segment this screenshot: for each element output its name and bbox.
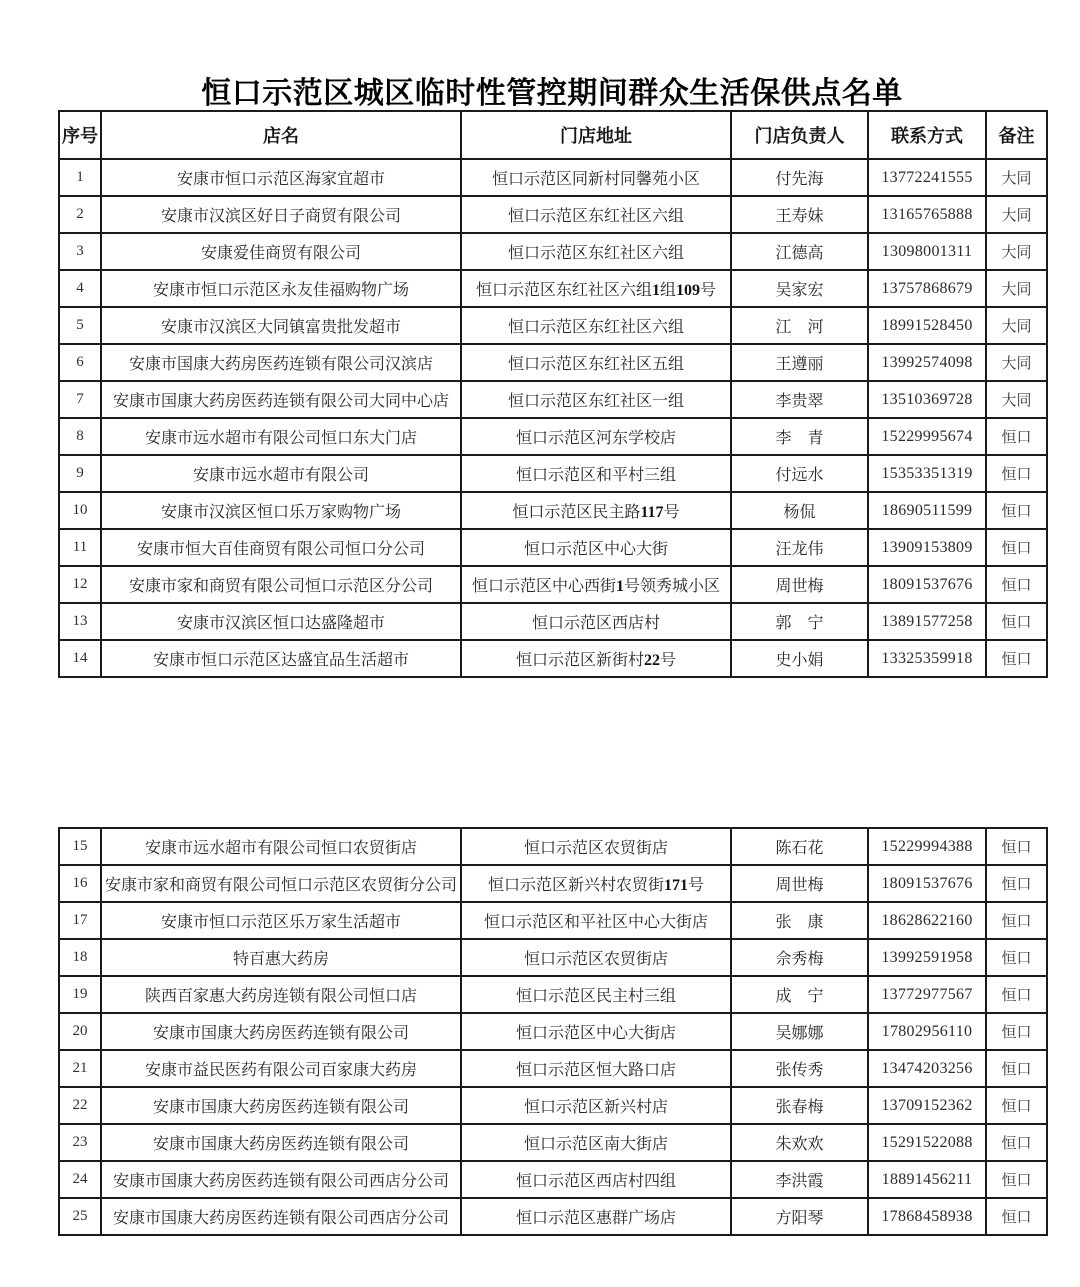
cell-remark: 恒口 bbox=[986, 865, 1047, 902]
cell-manager: 史小娟 bbox=[731, 640, 868, 677]
cell-index: 25 bbox=[59, 1198, 101, 1235]
cell-index: 14 bbox=[59, 640, 101, 677]
cell-store-name: 安康市国康大药房医药连锁有限公司汉滨店 bbox=[101, 344, 461, 381]
cell-manager: 李洪霞 bbox=[731, 1161, 868, 1198]
cell-phone: 13992591958 bbox=[868, 939, 986, 976]
table-row bbox=[59, 1087, 1047, 1124]
cell-address: 恒口示范区新兴村店 bbox=[461, 1087, 731, 1124]
cell-phone: 18091537676 bbox=[868, 566, 986, 603]
cell-manager: 张春梅 bbox=[731, 1087, 868, 1124]
cell-store-name: 陕西百家惠大药房连锁有限公司恒口店 bbox=[101, 976, 461, 1013]
cell-manager: 王寿妹 bbox=[731, 196, 868, 233]
cell-manager: 汪龙伟 bbox=[731, 529, 868, 566]
cell-manager: 佘秀梅 bbox=[731, 939, 868, 976]
cell-manager: 朱欢欢 bbox=[731, 1124, 868, 1161]
cell-manager: 吴娜娜 bbox=[731, 1013, 868, 1050]
cell-manager: 郭 宁 bbox=[731, 603, 868, 640]
cell-phone: 13510369728 bbox=[868, 381, 986, 418]
cell-index: 16 bbox=[59, 865, 101, 902]
cell-address: 恒口示范区东红社区六组 bbox=[461, 233, 731, 270]
cell-address: 恒口示范区惠群广场店 bbox=[461, 1198, 731, 1235]
cell-phone: 13474203256 bbox=[868, 1050, 986, 1087]
cell-index: 10 bbox=[59, 492, 101, 529]
cell-phone: 15229995674 bbox=[868, 418, 986, 455]
cell-address: 恒口示范区新街村22号 bbox=[461, 640, 731, 677]
cell-store-name: 安康市国康大药房医药连锁有限公司 bbox=[101, 1087, 461, 1124]
cell-address: 恒口示范区东红社区六组 bbox=[461, 196, 731, 233]
cell-address: 恒口示范区农贸街店 bbox=[461, 939, 731, 976]
cell-address: 恒口示范区同新村同馨苑小区 bbox=[461, 159, 731, 196]
cell-index: 17 bbox=[59, 902, 101, 939]
cell-phone: 13325359918 bbox=[868, 640, 986, 677]
cell-remark: 恒口 bbox=[986, 529, 1047, 566]
cell-store-name: 安康市恒口示范区达盛宜品生活超市 bbox=[101, 640, 461, 677]
cell-store-name: 安康爱佳商贸有限公司 bbox=[101, 233, 461, 270]
cell-address: 恒口示范区南大街店 bbox=[461, 1124, 731, 1161]
table-row bbox=[59, 976, 1047, 1013]
cell-phone: 18091537676 bbox=[868, 865, 986, 902]
cell-remark: 大同 bbox=[986, 307, 1047, 344]
cell-store-name: 安康市汉滨区恒口乐万家购物广场 bbox=[101, 492, 461, 529]
cell-address: 恒口示范区中心西街1号领秀城小区 bbox=[461, 566, 731, 603]
table-header-row bbox=[59, 111, 1047, 159]
cell-address: 恒口示范区民主路117号 bbox=[461, 492, 731, 529]
cell-remark: 恒口 bbox=[986, 1050, 1047, 1087]
cell-address: 恒口示范区中心大街店 bbox=[461, 1013, 731, 1050]
cell-address: 恒口示范区中心大街 bbox=[461, 529, 731, 566]
table-row bbox=[59, 233, 1047, 270]
cell-phone: 13098001311 bbox=[868, 233, 986, 270]
cell-phone: 18628622160 bbox=[868, 902, 986, 939]
cell-remark: 恒口 bbox=[986, 566, 1047, 603]
cell-store-name: 安康市家和商贸有限公司恒口示范区分公司 bbox=[101, 566, 461, 603]
cell-address: 恒口示范区河东学校店 bbox=[461, 418, 731, 455]
cell-remark: 恒口 bbox=[986, 1161, 1047, 1198]
cell-phone: 13757868679 bbox=[868, 270, 986, 307]
cell-index: 12 bbox=[59, 566, 101, 603]
cell-phone: 15291522088 bbox=[868, 1124, 986, 1161]
cell-manager: 付远水 bbox=[731, 455, 868, 492]
cell-remark: 大同 bbox=[986, 233, 1047, 270]
cell-remark: 恒口 bbox=[986, 455, 1047, 492]
cell-manager: 江德高 bbox=[731, 233, 868, 270]
cell-index: 8 bbox=[59, 418, 101, 455]
cell-manager: 张 康 bbox=[731, 902, 868, 939]
cell-manager: 李 青 bbox=[731, 418, 868, 455]
cell-index: 22 bbox=[59, 1087, 101, 1124]
cell-address: 恒口示范区民主村三组 bbox=[461, 976, 731, 1013]
supply-points-table-page-2 bbox=[58, 827, 1048, 1236]
cell-address: 恒口示范区东红社区六组1组109号 bbox=[461, 270, 731, 307]
cell-manager: 李贵翠 bbox=[731, 381, 868, 418]
cell-phone: 13891577258 bbox=[868, 603, 986, 640]
cell-address: 恒口示范区东红社区一组 bbox=[461, 381, 731, 418]
table-row bbox=[59, 640, 1047, 677]
cell-address: 恒口示范区东红社区六组 bbox=[461, 307, 731, 344]
cell-index: 3 bbox=[59, 233, 101, 270]
table-row bbox=[59, 1161, 1047, 1198]
cell-index: 20 bbox=[59, 1013, 101, 1050]
table-row bbox=[59, 939, 1047, 976]
cell-manager: 周世梅 bbox=[731, 865, 868, 902]
cell-remark: 恒口 bbox=[986, 1198, 1047, 1235]
cell-store-name: 安康市汉滨区好日子商贸有限公司 bbox=[101, 196, 461, 233]
cell-phone: 18991528450 bbox=[868, 307, 986, 344]
table-row bbox=[59, 344, 1047, 381]
table-row bbox=[59, 1124, 1047, 1161]
cell-remark: 恒口 bbox=[986, 902, 1047, 939]
cell-remark: 恒口 bbox=[986, 1124, 1047, 1161]
cell-remark: 恒口 bbox=[986, 939, 1047, 976]
table-row bbox=[59, 307, 1047, 344]
cell-index: 2 bbox=[59, 196, 101, 233]
cell-remark: 大同 bbox=[986, 159, 1047, 196]
cell-address: 恒口示范区东红社区五组 bbox=[461, 344, 731, 381]
table-row bbox=[59, 159, 1047, 196]
cell-store-name: 安康市益民医药有限公司百家康大药房 bbox=[101, 1050, 461, 1087]
cell-phone: 13772977567 bbox=[868, 976, 986, 1013]
cell-store-name: 安康市恒口示范区海家宜超市 bbox=[101, 159, 461, 196]
cell-remark: 恒口 bbox=[986, 640, 1047, 677]
cell-remark: 恒口 bbox=[986, 603, 1047, 640]
cell-index: 11 bbox=[59, 529, 101, 566]
cell-remark: 大同 bbox=[986, 196, 1047, 233]
cell-store-name: 安康市国康大药房医药连锁有限公司西店分公司 bbox=[101, 1198, 461, 1235]
cell-manager: 吴家宏 bbox=[731, 270, 868, 307]
cell-remark: 恒口 bbox=[986, 1013, 1047, 1050]
col-header-index: 序号 bbox=[59, 111, 101, 159]
col-header-remark: 备注 bbox=[986, 111, 1047, 159]
cell-manager: 张传秀 bbox=[731, 1050, 868, 1087]
cell-store-name: 安康市国康大药房医药连锁有限公司大同中心店 bbox=[101, 381, 461, 418]
cell-phone: 13909153809 bbox=[868, 529, 986, 566]
cell-store-name: 安康市恒口示范区乐万家生活超市 bbox=[101, 902, 461, 939]
cell-remark: 大同 bbox=[986, 344, 1047, 381]
cell-store-name: 安康市远水超市有限公司 bbox=[101, 455, 461, 492]
cell-index: 9 bbox=[59, 455, 101, 492]
page-title: 恒口示范区城区临时性管控期间群众生活保供点名单 bbox=[201, 77, 903, 110]
cell-store-name: 特百惠大药房 bbox=[101, 939, 461, 976]
cell-address: 恒口示范区和平村三组 bbox=[461, 455, 731, 492]
cell-remark: 恒口 bbox=[986, 418, 1047, 455]
cell-index: 19 bbox=[59, 976, 101, 1013]
cell-address: 恒口示范区西店村四组 bbox=[461, 1161, 731, 1198]
table-row bbox=[59, 1013, 1047, 1050]
cell-phone: 18690511599 bbox=[868, 492, 986, 529]
table-row bbox=[59, 603, 1047, 640]
cell-index: 4 bbox=[59, 270, 101, 307]
table-row bbox=[59, 828, 1047, 865]
col-header-phone: 联系方式 bbox=[868, 111, 986, 159]
cell-manager: 王遵丽 bbox=[731, 344, 868, 381]
cell-index: 6 bbox=[59, 344, 101, 381]
cell-store-name: 安康市远水超市有限公司恒口东大门店 bbox=[101, 418, 461, 455]
cell-index: 7 bbox=[59, 381, 101, 418]
supply-points-table-page-1 bbox=[58, 110, 1048, 678]
cell-manager: 方阳琴 bbox=[731, 1198, 868, 1235]
cell-address: 恒口示范区新兴村农贸街171号 bbox=[461, 865, 731, 902]
cell-manager: 成 宁 bbox=[731, 976, 868, 1013]
cell-remark: 恒口 bbox=[986, 1087, 1047, 1124]
cell-index: 5 bbox=[59, 307, 101, 344]
table-row bbox=[59, 902, 1047, 939]
col-header-manager: 门店负责人 bbox=[731, 111, 868, 159]
cell-remark: 大同 bbox=[986, 381, 1047, 418]
cell-phone: 17868458938 bbox=[868, 1198, 986, 1235]
cell-phone: 13165765888 bbox=[868, 196, 986, 233]
cell-manager: 江 河 bbox=[731, 307, 868, 344]
table-row bbox=[59, 566, 1047, 603]
cell-index: 1 bbox=[59, 159, 101, 196]
table-row bbox=[59, 1050, 1047, 1087]
cell-phone: 17802956110 bbox=[868, 1013, 986, 1050]
cell-address: 恒口示范区恒大路口店 bbox=[461, 1050, 731, 1087]
cell-index: 15 bbox=[59, 828, 101, 865]
table-row bbox=[59, 381, 1047, 418]
cell-address: 恒口示范区西店村 bbox=[461, 603, 731, 640]
cell-manager: 付先海 bbox=[731, 159, 868, 196]
cell-address: 恒口示范区农贸街店 bbox=[461, 828, 731, 865]
cell-store-name: 安康市家和商贸有限公司恒口示范区农贸街分公司 bbox=[101, 865, 461, 902]
cell-store-name: 安康市国康大药房医药连锁有限公司西店分公司 bbox=[101, 1161, 461, 1198]
cell-index: 18 bbox=[59, 939, 101, 976]
cell-remark: 恒口 bbox=[986, 976, 1047, 1013]
table-row bbox=[59, 492, 1047, 529]
cell-remark: 大同 bbox=[986, 270, 1047, 307]
cell-index: 21 bbox=[59, 1050, 101, 1087]
cell-phone: 15353351319 bbox=[868, 455, 986, 492]
col-header-store-name: 店名 bbox=[101, 111, 461, 159]
table-row bbox=[59, 418, 1047, 455]
table-row bbox=[59, 196, 1047, 233]
cell-store-name: 安康市国康大药房医药连锁有限公司 bbox=[101, 1124, 461, 1161]
cell-store-name: 安康市国康大药房医药连锁有限公司 bbox=[101, 1013, 461, 1050]
cell-store-name: 安康市恒口示范区永友佳福购物广场 bbox=[101, 270, 461, 307]
cell-index: 13 bbox=[59, 603, 101, 640]
cell-manager: 周世梅 bbox=[731, 566, 868, 603]
table-row bbox=[59, 1198, 1047, 1235]
table-row bbox=[59, 455, 1047, 492]
cell-phone: 15229994388 bbox=[868, 828, 986, 865]
cell-address: 恒口示范区和平社区中心大街店 bbox=[461, 902, 731, 939]
cell-store-name: 安康市远水超市有限公司恒口农贸街店 bbox=[101, 828, 461, 865]
col-header-address: 门店地址 bbox=[461, 111, 731, 159]
cell-manager: 陈石花 bbox=[731, 828, 868, 865]
cell-manager: 杨侃 bbox=[731, 492, 868, 529]
cell-phone: 18891456211 bbox=[868, 1161, 986, 1198]
cell-index: 23 bbox=[59, 1124, 101, 1161]
cell-store-name: 安康市汉滨区恒口达盛隆超市 bbox=[101, 603, 461, 640]
cell-remark: 恒口 bbox=[986, 492, 1047, 529]
table-row bbox=[59, 865, 1047, 902]
cell-store-name: 安康市汉滨区大同镇富贵批发超市 bbox=[101, 307, 461, 344]
cell-index: 24 bbox=[59, 1161, 101, 1198]
table-row bbox=[59, 529, 1047, 566]
cell-phone: 13992574098 bbox=[868, 344, 986, 381]
cell-remark: 恒口 bbox=[986, 828, 1047, 865]
cell-phone: 13709152362 bbox=[868, 1087, 986, 1124]
table-row bbox=[59, 270, 1047, 307]
cell-phone: 13772241555 bbox=[868, 159, 986, 196]
cell-store-name: 安康市恒大百佳商贸有限公司恒口分公司 bbox=[101, 529, 461, 566]
